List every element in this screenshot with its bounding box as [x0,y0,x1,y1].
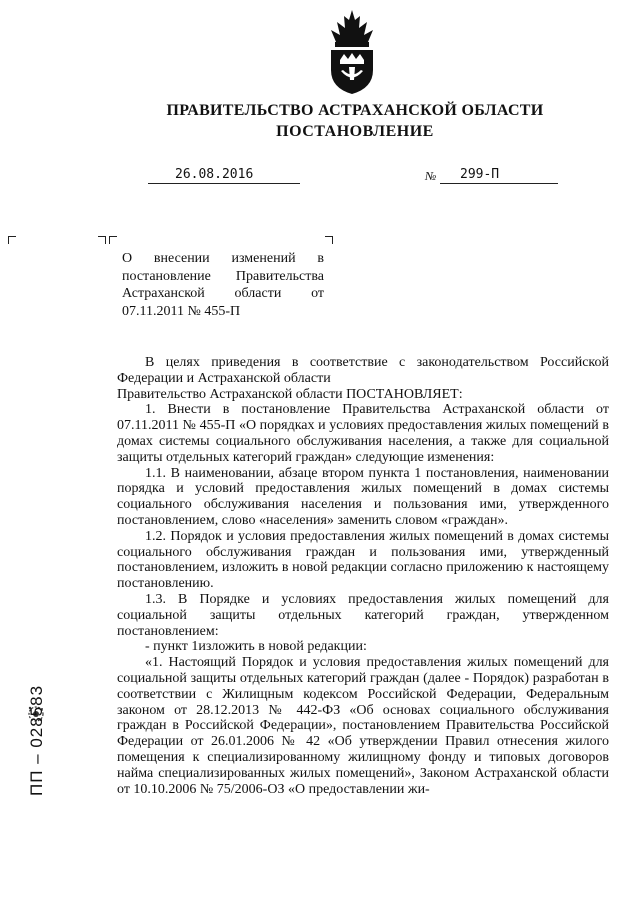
body-paragraph: 1. Внести в постановление Правительства Астраханской области от 07.11.2011 № 455-П «О порядках и условиях предоставления жилых помещений в домах системы социального обслуживания населения, а также для социальной защиты отдельных категорий граждан» следующие изменения: [117,402,609,465]
body-paragraph: - пункт 1изложить в новой редакции: [145,639,367,655]
subject-corner-mark-left [109,236,117,244]
number-sign: № [425,169,437,183]
body-paragraph: 1.2. Порядок и условия предоставления жилых помещений в домах системы социального обслуживания граждан и пользования ими, утвержденный постановлением, изложить в новой редакции согласно приложению к настоящему постановлению. [117,528,609,592]
document-number: 299-П [460,167,500,182]
subject-corner-mark-left-outer [98,236,106,244]
government-title: ПРАВИТЕЛЬСТВО АСТРАХАНСКОЙ ОБЛАСТИ [166,102,544,119]
body-paragraph: В целях приведения в соответствие с законодательством Российской Федерации и Астраханской области [117,355,609,386]
body-paragraph: 1.1. В наименовании, абзаце втором пункта 1 постановления, наименовании порядка и условий предоставления жилых помещений в домах системы социального обслуживания населения и пользования ими, утвержденного постановлением, слово «населения» заменить словом «граждан». [117,465,609,528]
serial-number: ПП – 028583 [27,684,46,796]
number-underline [440,183,558,184]
astrakhan-coat-of-arms-icon [323,8,381,96]
document-subject: О внесении изменений в постановление Правительства Астраханской области от 07.11.2011 № 455-П [122,251,324,319]
body-paragraph: Правительство Астраханской области ПОСТАНОВЛЯЕТ: [117,386,463,402]
subject-corner-mark-right [325,236,333,244]
date-underline [148,183,300,184]
document-type: ПОСТАНОВЛЕНИЕ [276,123,434,140]
document-body [117,355,609,797]
document-date: 26.08.2016 [175,167,254,182]
body-paragraph: «1. Настоящий Порядок и условия предоставления жилых помещений для социальной защиты отдельных категорий граждан (далее - Порядок) разработан в соответствии с Жилищным кодексом Российской Федерации, Федеральным законом от 28.12.2013 № 442-ФЗ «Об основах социального обслуживания граждан в Российской Федерации», постановлением Правительства Российской Федерации от 26.01.2006 № 42 «Об утверждении Правил отнесения жилого помещения к специализированному жилищному фонду и типовых договоров найма специализированных жилых помещений», Законом Астраханской области от 10.10.2006 № 75/2006-ОЗ «О предоставлении жи- [117,655,609,797]
body-paragraph: 1.3. В Порядке и условиях предоставления жилых помещений для социальной защиты отдельных категорий граждан, утвержденном постановлением: [117,591,609,639]
left-corner-mark [8,236,16,244]
